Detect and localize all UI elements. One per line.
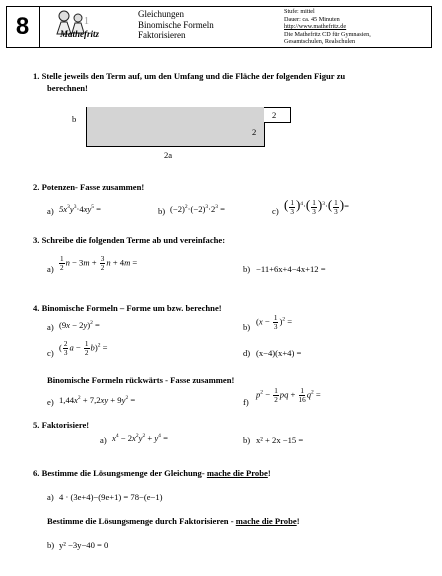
question-6-probe: mache die Probe xyxy=(206,468,268,478)
topic: Binomische Formeln xyxy=(138,19,214,30)
question-6-title xyxy=(33,468,271,478)
q6-b-label: b) xyxy=(47,540,55,550)
q4-c-label: c) xyxy=(47,348,54,358)
q6-a-expr: 4 · (3e+4)−(9e+1) = 78−(e−1) xyxy=(59,492,163,502)
figure-label-2: 2 xyxy=(272,110,277,120)
q2-a-label: a) xyxy=(47,206,54,216)
svg-text:1: 1 xyxy=(84,16,89,27)
figure-edge xyxy=(264,122,291,123)
q2-a-expr: $5x^3y^3\cdot 4xy^5$ = xyxy=(59,204,102,214)
question-4-subtitle: Binomische Formeln rückwärts - Fasse zusammen! xyxy=(47,375,235,385)
question-3-title: 3. Schreibe die folgenden Terme ab und vereinfache: xyxy=(33,235,226,245)
header-topics xyxy=(138,9,214,41)
question-2-title: 2. Potenzen- Fasse zusammen! xyxy=(33,182,145,192)
q2-b-label: b) xyxy=(158,206,166,216)
q3-b-label: b) xyxy=(243,264,251,274)
meta-link[interactable]: http://www.mathefritz.de xyxy=(284,23,347,31)
question-6-subtitle-end: ! xyxy=(296,516,300,526)
q4-d-expr: (x−4)(x+4) = xyxy=(256,348,302,358)
q4-e-label: e) xyxy=(47,397,54,407)
q4-d-label: d) xyxy=(243,348,251,358)
q6-a-label: a) xyxy=(47,492,54,502)
question-6-sub-probe: mache die Probe xyxy=(235,516,297,526)
question-6-title-end: ! xyxy=(267,468,271,478)
q6-b-expr: y² −3y−40 = 0 xyxy=(59,540,109,550)
q3-a-expr: $\frac{1}{2}$ n − 3m + $\frac{3}{2}$ n + 4m = xyxy=(60,255,138,272)
q4-b-label: b) xyxy=(243,322,251,332)
header-meta xyxy=(284,8,371,46)
figure-label-b: b xyxy=(72,114,77,124)
meta-line: Stufe: mittel xyxy=(284,8,315,15)
figure-label-2a: 2a xyxy=(164,150,173,160)
topic: Gleichungen xyxy=(138,9,184,19)
figure-label-2: 2 xyxy=(252,127,257,137)
q4-f-label: f) xyxy=(243,397,249,407)
question-5-title: 5. Faktorisiere! xyxy=(33,420,90,430)
q3-a-label: a) xyxy=(47,264,54,274)
q2-b-expr: $(-2)^2\cdot(-2)^3\cdot 2^3$ = xyxy=(170,204,226,214)
question-6-title-text: 6. Bestimme die Lösungsmenge der Gleichung- xyxy=(33,468,207,478)
meta-line: Die Mathefritz CD für Gymnasien, xyxy=(284,30,371,38)
q5-a-label: a) xyxy=(100,435,107,445)
meta-line: Dauer: ca. 45 Minuten xyxy=(284,15,340,23)
question-1-title: 1. Stelle jeweils den Term auf, um den Umfang und die Fläche der folgenden Figur zu xyxy=(33,71,346,81)
q4-c-expr: ( $\frac{2}{3}$ a − $\frac{1}{2}$ b)$^2$ = xyxy=(59,340,108,357)
question-6-subtitle xyxy=(47,516,300,526)
worksheet-number: 8 xyxy=(6,6,40,48)
q5-a-expr: $x^4 - 2x^2y^2 + y^4$ = xyxy=(112,433,168,443)
mathefritz-logo xyxy=(44,8,132,46)
logo-text: Mathefritz xyxy=(60,29,100,39)
figure-edge xyxy=(264,107,290,108)
q4-e-expr: $1,44x^2 + 7,2xy + 9y^2$ = xyxy=(59,395,136,405)
meta-line: Gesamtschulen, Realschulen xyxy=(284,38,356,46)
figure-edge xyxy=(290,107,291,122)
question-1-title-cont: berechnen! xyxy=(47,83,88,93)
q4-a-expr: $(9x - 2y)^2$ = xyxy=(59,320,100,330)
q4-b-expr: (x − $\frac{1}{3}$ )$^2$ = xyxy=(256,314,293,331)
q5-b-expr: x² + 2x −15 = xyxy=(256,435,304,445)
q5-b-label: b) xyxy=(243,435,251,445)
figure-edge xyxy=(264,122,265,146)
figure-left-block xyxy=(86,107,264,146)
q2-c-label: c) xyxy=(272,206,279,216)
topic: Faktorisieren xyxy=(138,30,186,40)
figure-edge xyxy=(86,146,265,147)
q4-f-expr: $p^2$ − $\frac{1}{2}$ pq + $\frac{1}{16}$ $q^2$ = xyxy=(256,387,321,404)
q3-b-expr: −11+6x+4−4x+12 = xyxy=(256,264,326,274)
q2-c-expr: ( $\frac{1}{3}$ )$^4$·( $\frac{1}{3}$ )$^3$·( $\frac{1}{3}$ )= xyxy=(284,197,349,216)
q4-a-label: a) xyxy=(47,322,54,332)
question-6-subtitle-text: Bestimme die Lösungsmenge durch Faktorisieren - xyxy=(47,516,236,526)
question-4-title: 4. Binomische Formeln – Forme um bzw. berechne! xyxy=(33,303,222,313)
figure-edge xyxy=(86,107,87,146)
